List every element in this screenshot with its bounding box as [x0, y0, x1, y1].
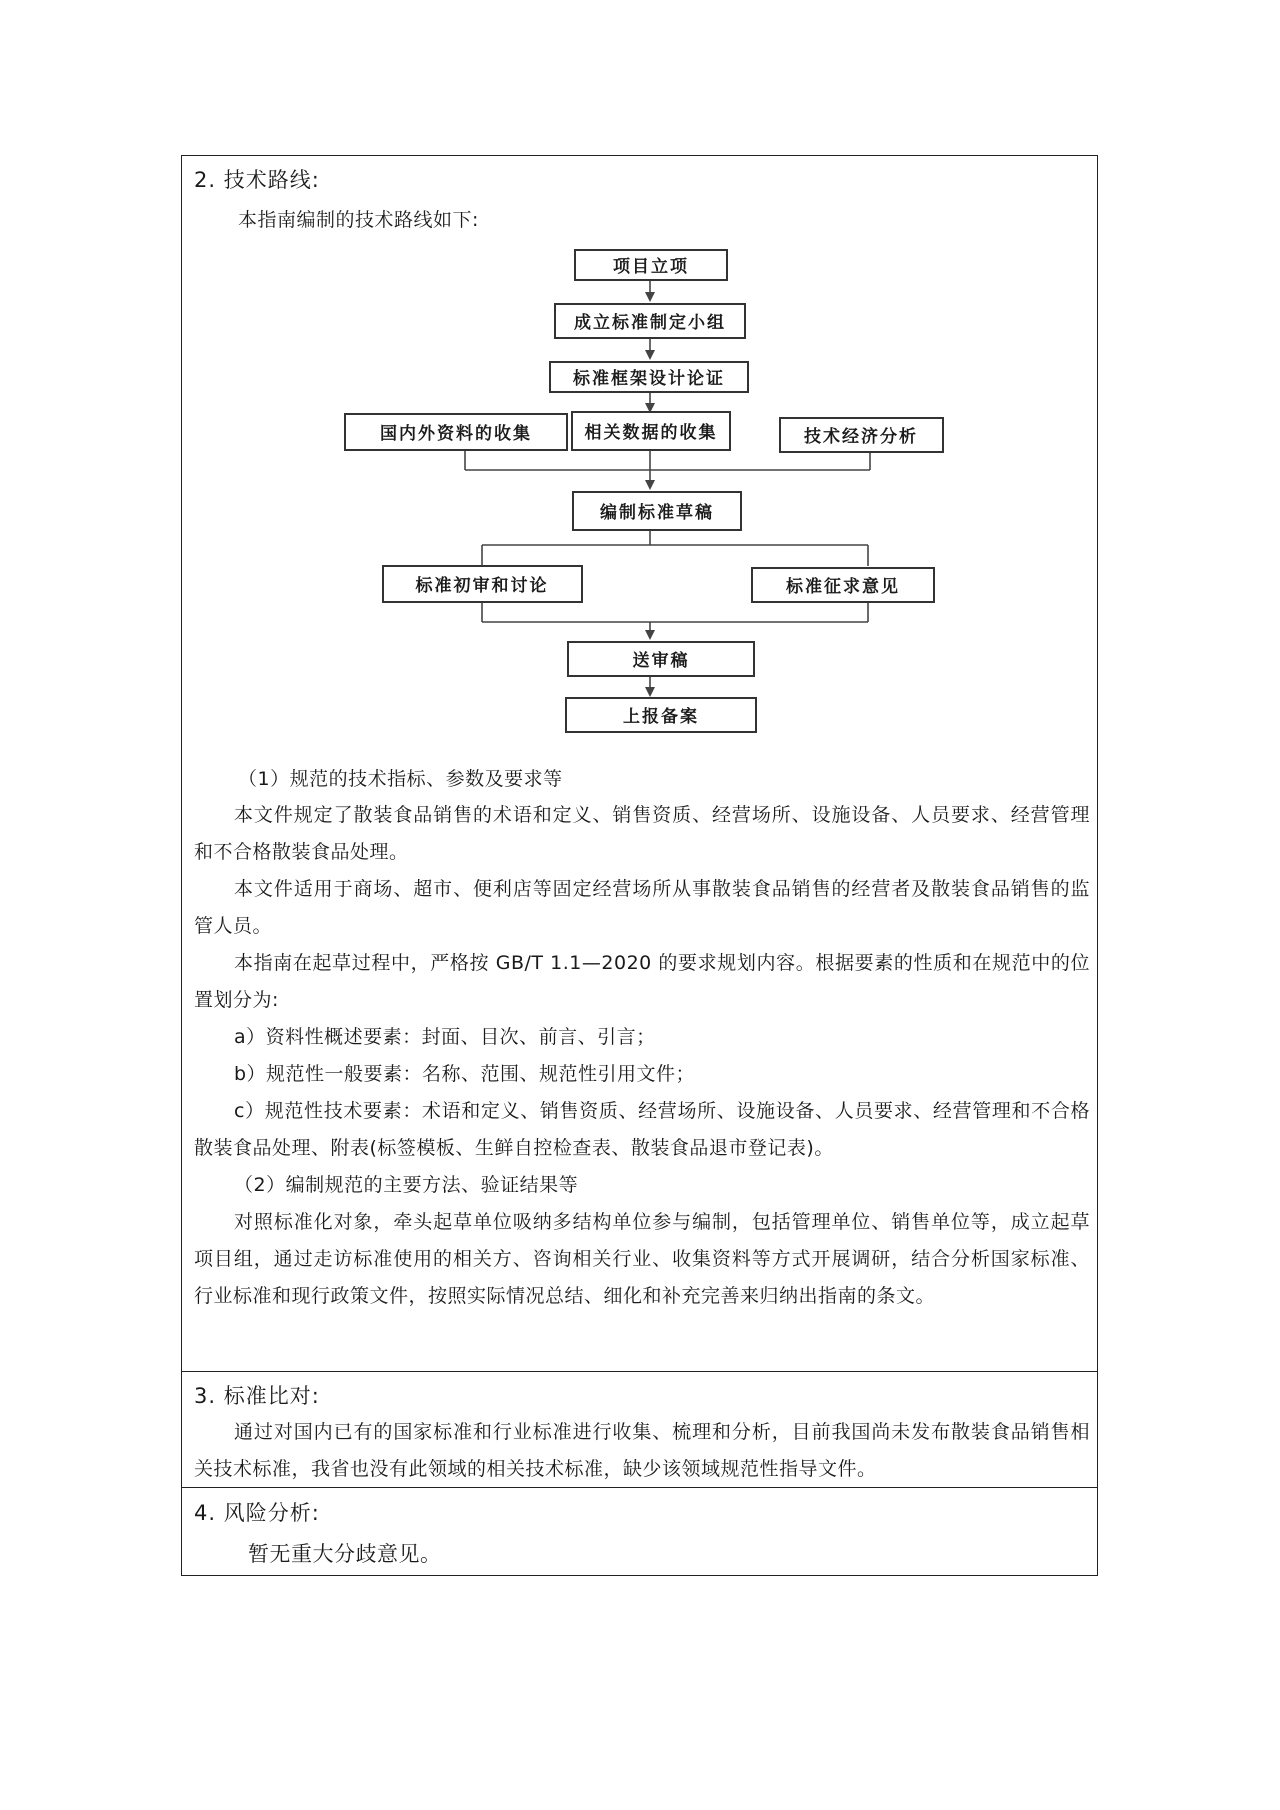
- section-4-body: 暂无重大分歧意见。: [248, 1542, 442, 1566]
- flow-node-report-filing: [566, 698, 756, 732]
- flow-node-project-initiation: [575, 250, 727, 280]
- paragraph: 本文件规定了散装食品销售的术语和定义、销售资质、经营场所、设施设备、人员要求、经营管理和不合格散装食品处理。: [194, 804, 1090, 863]
- svg-text:项目立项: 项目立项: [613, 257, 689, 277]
- flow-node-related-data: [572, 412, 730, 450]
- flow-node-solicit-opinions: [752, 568, 934, 602]
- flow-node-framework-design: [550, 362, 748, 392]
- section-3-body: [194, 1414, 1090, 1488]
- svg-text:国内外资料的收集: 国内外资料的收集: [380, 424, 532, 444]
- section-3-title: 3. 标准比对:: [194, 1384, 320, 1408]
- svg-text:标准初审和讨论: 标准初审和讨论: [415, 576, 549, 596]
- svg-text:标准征求意见: 标准征求意见: [786, 577, 900, 597]
- flow-node-review-draft: [568, 642, 754, 676]
- list-item: c）规范性技术要素：术语和定义、销售资质、经营场所、设施设备、人员要求、经营管理和不合格散装食品处理、附表(标签模板、生鲜自控检查表、散装食品退市登记表)。: [194, 1100, 1090, 1159]
- section-4-title: 4. 风险分析:: [194, 1501, 320, 1525]
- subsection-2-title: （2）编制规范的主要方法、验证结果等: [234, 1174, 579, 1196]
- paragraph: 通过对国内已有的国家标准和行业标准进行收集、梳理和分析，目前我国尚未发布散装食品销售相关技术标准，我省也没有此领域的相关技术标准，缺少该领域规范性指导文件。: [194, 1421, 1090, 1480]
- flow-node-tech-economic-analysis: [780, 418, 943, 452]
- svg-text:成立标准制定小组: 成立标准制定小组: [574, 313, 726, 333]
- subsection-1-title: （1）规范的技术指标、参数及要求等: [238, 768, 563, 790]
- row-divider: [181, 1371, 1098, 1372]
- paragraph: 本文件适用于商场、超市、便利店等固定经营场所从事散装食品销售的经营者及散装食品销售的监管人员。: [194, 878, 1090, 937]
- technical-route-flowchart: [0, 0, 1280, 760]
- flow-node-form-group: [555, 304, 745, 338]
- flow-node-domestic-foreign-materials: [345, 414, 567, 450]
- paragraph: 对照标准化对象，牵头起草单位吸纳多结构单位参与编制，包括管理单位、销售单位等，成立起草项目组，通过走访标准使用的相关方、咨询相关行业、收集资料等方式开展调研，结合分析国家标准、行业标准和现行政策文件，按照实际情况总结、细化和补充完善来归纳出指南的条文。: [194, 1211, 1090, 1307]
- svg-text:相关数据的收集: 相关数据的收集: [584, 423, 718, 443]
- flow-node-initial-review: [383, 566, 582, 602]
- list-item: b）规范性一般要素：名称、范围、规范性引用文件；: [234, 1063, 696, 1085]
- section-2-title: 2. 技术路线:: [194, 168, 320, 192]
- section-2-intro: 本指南编制的技术路线如下:: [238, 209, 479, 231]
- svg-text:送审稿: 送审稿: [632, 651, 690, 671]
- paragraph: 本指南在起草过程中，严格按 GB/T 1.1—2020 的要求规划内容。根据要素的性质和在规范中的位置划分为:: [194, 952, 1090, 1011]
- svg-text:上报备案: 上报备案: [623, 707, 699, 727]
- flow-node-draft: [573, 492, 741, 530]
- section-2-body: [194, 797, 1090, 1315]
- svg-text:编制标准草稿: 编制标准草稿: [600, 503, 714, 523]
- list-item: a）资料性概述要素：封面、目次、前言、引言；: [234, 1026, 656, 1048]
- svg-text:技术经济分析: 技术经济分析: [804, 427, 918, 447]
- svg-text:标准框架设计论证: 标准框架设计论证: [573, 369, 725, 389]
